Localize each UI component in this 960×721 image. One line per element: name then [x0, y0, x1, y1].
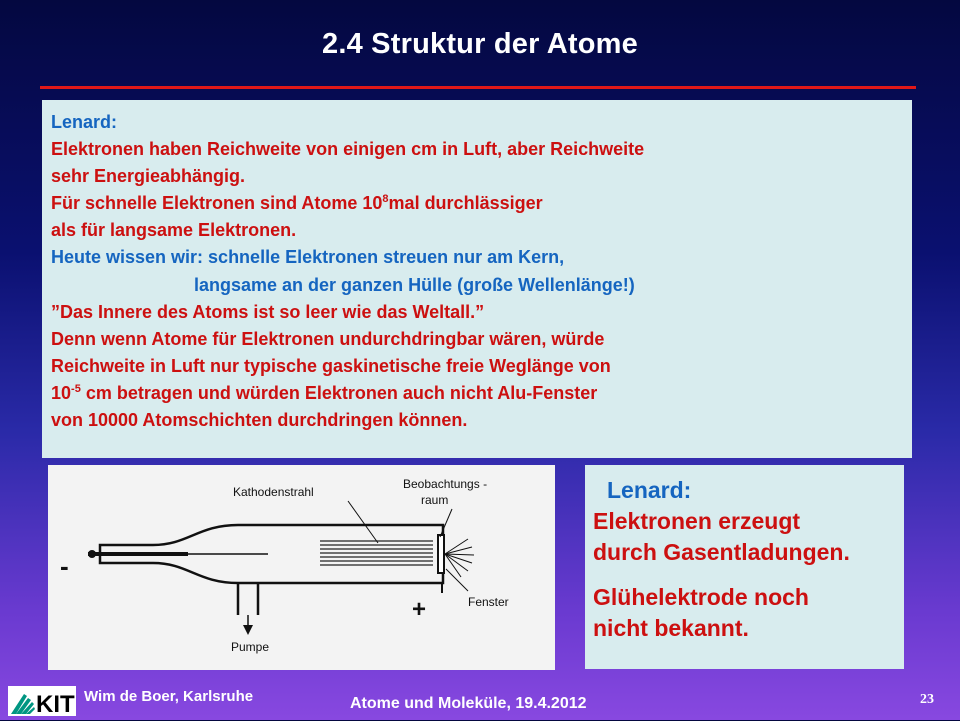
label-minus: - — [60, 551, 69, 581]
text-line-6: Heute wissen wir: schnelle Elektronen streuen nur am Kern, — [51, 247, 565, 268]
exponent-minus-5: -5 — [71, 382, 81, 395]
kit-logo-text: KIT — [36, 691, 75, 716]
scattered-rays — [445, 539, 474, 577]
text-line-4-b: mal durchlässiger — [388, 193, 543, 214]
label-pumpe: Pumpe — [231, 640, 270, 654]
text-line-8: ”Das Innere des Atoms ist so leer wie das Weltall.” — [51, 301, 485, 322]
tube-drawing — [48, 465, 555, 670]
lenard-tube-diagram — [48, 465, 555, 670]
pump-tube — [238, 583, 258, 615]
side-spacer — [593, 568, 850, 582]
text-line-5: als für langsame Elektronen. — [51, 220, 297, 241]
label-plus: + — [412, 596, 427, 623]
text-line-3: sehr Energieabhängig. — [51, 166, 246, 187]
title-divider — [40, 86, 916, 89]
label-fenster: Fenster — [468, 595, 509, 609]
slide-title: 2.4 Struktur der Atome — [322, 28, 638, 60]
side-line-2: Elektronen erzeugt — [593, 508, 801, 534]
text-line-12: von 10000 Atomschichten durchdringen können. — [51, 410, 468, 431]
text-line-4-a: Für schnelle Elektronen sind Atome 10 — [51, 193, 383, 214]
observation-leader — [440, 509, 452, 537]
window-foil — [438, 535, 444, 573]
footer-author: Wim de Boer, Karlsruhe — [84, 688, 254, 705]
side-line-5: nicht bekannt. — [593, 615, 749, 641]
pump-arrow-head — [243, 625, 253, 635]
text-line-2: Elektronen haben Reichweite von einigen cm in Luft, aber Reichweite — [51, 139, 645, 160]
main-text-panel — [42, 100, 912, 458]
kit-logo-icon — [8, 686, 76, 716]
side-line-4: Glühelektrode noch — [593, 584, 809, 610]
text-line-4 — [51, 190, 644, 217]
text-line-11-b: cm betragen und würden Elektronen auch nicht Alu-Fenster — [80, 382, 598, 403]
exponent-8: 8 — [382, 193, 389, 206]
beam-leader — [348, 501, 378, 543]
window-leader — [446, 569, 468, 591]
side-line-3: durch Gasentladungen. — [593, 539, 850, 565]
cathode-beam — [320, 541, 433, 565]
label-kathodenstrahl: Kathodenstrahl — [233, 485, 314, 499]
side-line-1: Lenard: — [607, 477, 692, 503]
text-line-7: langsame an der ganzen Hülle (große Wellenlänge!) — [194, 274, 635, 295]
label-raum: raum — [421, 493, 449, 507]
kit-logo — [8, 686, 76, 716]
label-beobachtungs: Beobachtungs - — [403, 477, 488, 491]
text-line-11 — [51, 380, 644, 407]
page-number: 23 — [920, 692, 934, 707]
text-line-9: Denn wenn Atome für Elektronen undurchdringbar wären, würde — [51, 328, 605, 349]
side-text-panel — [585, 465, 904, 669]
text-line-1: Lenard: — [51, 112, 118, 132]
text-line-10: Reichweite in Luft nur typische gaskinetische freie Weglänge von — [51, 355, 611, 376]
footer-course: Atome und Moleküle, 19.4.2012 — [350, 695, 587, 712]
text-line-11-a: 10 — [51, 382, 72, 403]
cathode-terminal — [88, 550, 96, 558]
